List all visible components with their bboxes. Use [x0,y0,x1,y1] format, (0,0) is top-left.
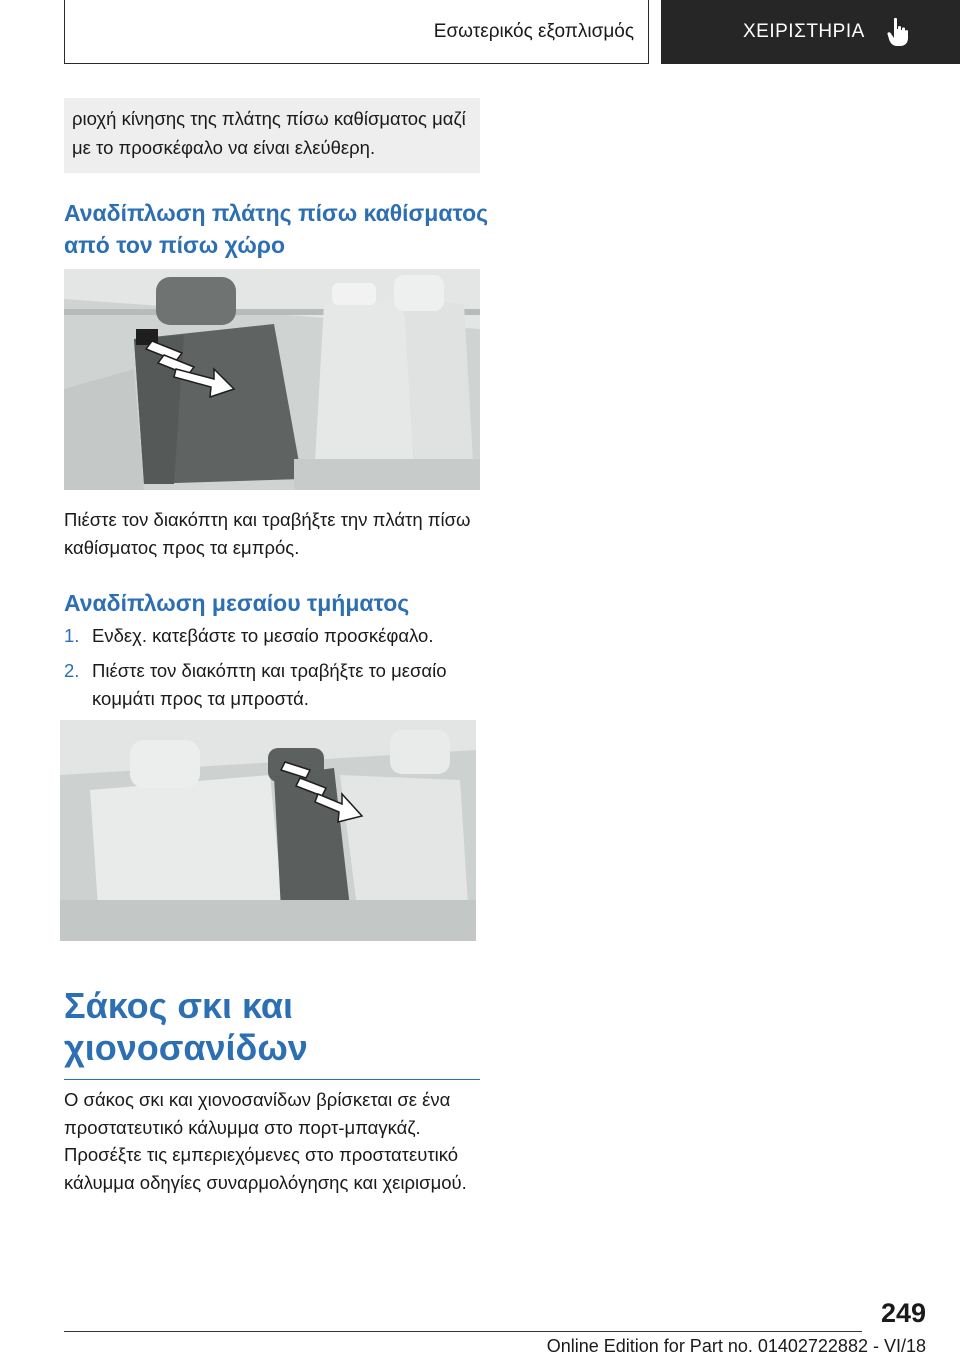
ski-bag-paragraph-1: Ο σάκος σκι και χιονοσανίδων βρίσκεται σε ένα προστατευτικό κάλυμμα στο πορτ-μπαγκάζ. [64,1089,451,1138]
section-ski-bag-title: Σάκος σκι και χιονοσανίδων [64,985,480,1080]
header-section-label: Εσωτερικός εξοπλισμός [433,20,634,42]
header-section-title [64,0,649,64]
ski-bag-paragraph-2: Προσέξτε τις εμπεριεχόμενες στο προστατευτικό κάλυμμα οδηγίες συναρμολόγησης και χειρισμού. [64,1144,467,1193]
step-number: 2. [64,660,80,681]
note-box [64,98,480,173]
section-fold-backrest-title: Αναδίπλωση πλάτης πίσω καθίσματος από τον πίσω χώρο [64,200,489,258]
backrest-fold-illustration [64,269,480,490]
rear-seat-photo [64,269,480,490]
middle-section-fold-illustration [60,720,476,941]
header-chapter-tab[interactable] [661,0,960,64]
footer-edition: Online Edition for Part no. 01402722882 - VI/18 [546,1336,926,1356]
step-text: Ενδεχ. κατεβάστε το μεσαίο προσκέφαλο. [92,625,434,646]
section-fold-middle-title: Αναδίπλωση μεσαίου τμήματος [64,590,410,616]
pointing-hand-icon [887,17,909,47]
middle-seat-photo [60,720,476,941]
header-chapter-label: ΧΕΙΡΙΣΤΗΡΙΑ [743,21,865,42]
section-fold-backrest-text: Πιέστε τον διακόπτη και τραβήξτε την πλάτη πίσω καθίσματος προς τα εμπρός. [64,509,471,558]
page-number: 249 [880,1298,926,1328]
step-text: Πιέστε τον διακόπτη και τραβήξτε το μεσαίο κομμάτι προς τα μπροστά. [92,660,447,709]
step-number: 1. [64,625,80,646]
note-text: ριοχή κίνησης της πλάτης πίσω καθίσματος μαζί με το προσκέφαλο να είναι ελεύθερη. [72,108,466,158]
footer-divider [64,1331,862,1332]
step-item [64,622,494,650]
middle-section-steps [64,622,494,720]
step-item [64,657,494,713]
